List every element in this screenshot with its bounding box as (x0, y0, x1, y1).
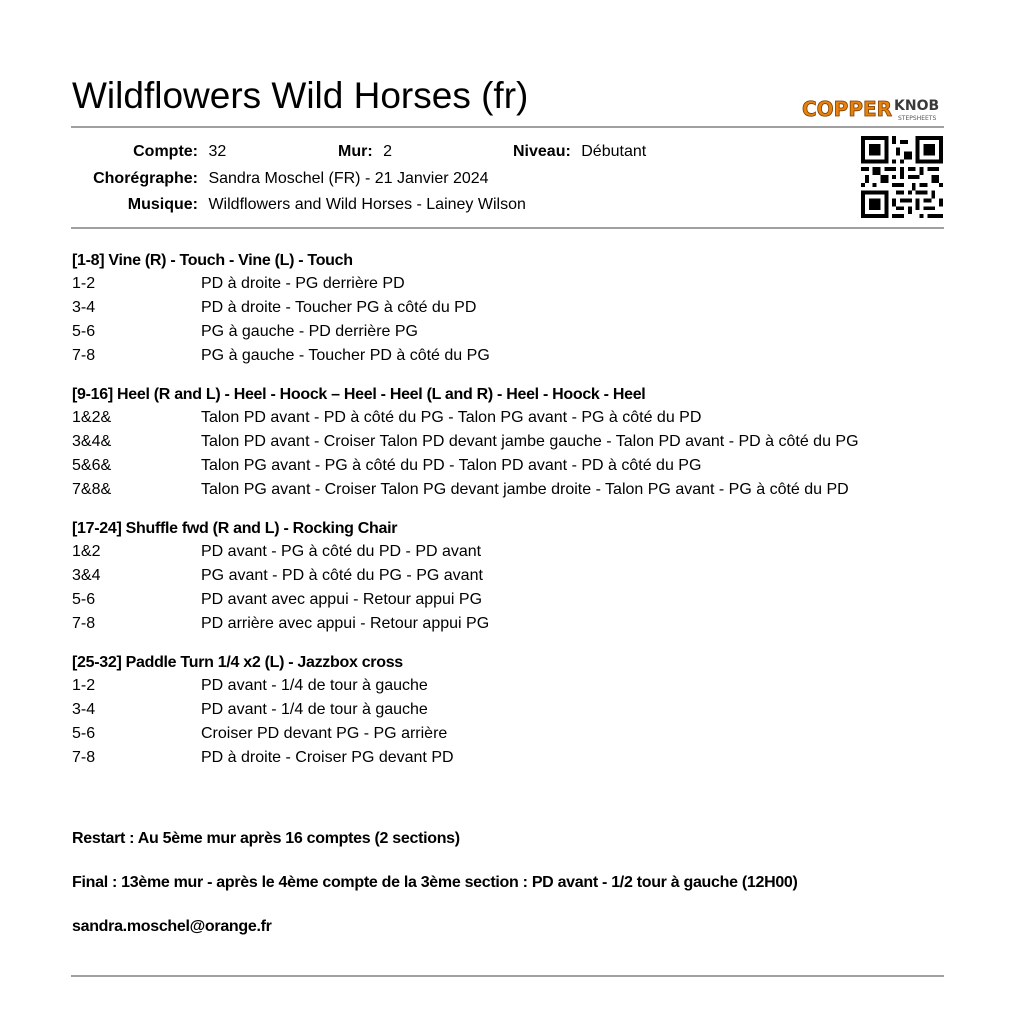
choregraphe-label: Chorégraphe: (93, 170, 198, 187)
step-count: 5-6 (72, 323, 96, 340)
choregraphe-value: Sandra Moschel (FR) - 21 Janvier 2024 (208, 170, 489, 187)
step-row (72, 320, 944, 344)
step-desc: PD avant avec appui - Retour appui PG (201, 591, 483, 608)
step-count: 5-6 (72, 725, 96, 742)
step-row (72, 674, 944, 698)
step-desc: PD à droite - Toucher PG à côté du PD (201, 299, 477, 316)
section-2 (72, 384, 944, 502)
step-count: 1&2& (72, 409, 112, 426)
section-4 (72, 652, 944, 770)
step-desc: Talon PG avant - Croiser Talon PG devant jambe droite - Talon PG avant - PG à côté du PD (201, 481, 849, 498)
step-row (72, 612, 944, 636)
step-desc: PD à droite - Croiser PG devant PD (201, 749, 454, 766)
compte-value: 32 (208, 143, 227, 160)
restart-note: Restart : Au 5ème mur après 16 comptes (2 sections) (72, 830, 460, 847)
footer-rule (71, 975, 944, 977)
qr-code-icon (860, 136, 944, 218)
page-title: Wildflowers Wild Horses (fr) (72, 75, 529, 116)
meta-musique (72, 195, 526, 215)
niveau-value: Débutant (581, 143, 647, 160)
step-row (72, 722, 944, 746)
step-count: 1-2 (72, 677, 96, 694)
step-count: 3-4 (72, 299, 96, 316)
step-desc: PD avant - PG à côté du PD - PD avant (201, 543, 482, 560)
mur-label: Mur: (338, 143, 373, 160)
step-desc: PD arrière avec appui - Retour appui PG (201, 615, 490, 632)
step-row (72, 296, 944, 320)
step-count: 7-8 (72, 347, 96, 364)
step-count: 5-6 (72, 591, 96, 608)
step-desc: Talon PD avant - PD à côté du PG - Talon PG avant - PG à côté du PD (201, 409, 702, 426)
step-desc: PD avant - 1/4 de tour à gauche (201, 677, 428, 694)
step-count: 3&4& (72, 433, 112, 450)
step-desc: PG avant - PD à côté du PG - PG avant (201, 567, 483, 584)
logo-copper-text: COPPER (802, 97, 893, 121)
step-count: 7-8 (72, 615, 96, 632)
step-row (72, 272, 944, 296)
step-row (72, 344, 944, 368)
section-heading: [9-16] Heel (R and L) - Heel - Hoock – Heel - Heel (L and R) - Heel - Hoock - Heel (72, 386, 646, 403)
section-1 (72, 250, 944, 368)
step-row (72, 478, 944, 502)
step-row (72, 746, 944, 770)
step-desc: PD avant - 1/4 de tour à gauche (201, 701, 428, 718)
step-sections (72, 250, 944, 786)
copperknob-logo (802, 94, 944, 124)
musique-label: Musique: (127, 196, 198, 213)
step-row (72, 540, 944, 564)
step-count: 7-8 (72, 749, 96, 766)
step-row (72, 588, 944, 612)
niveau-label: Niveau: (513, 143, 571, 160)
final-note: Final : 13ème mur - après le 4ème compte de la 3ème section : PD avant - 1/2 tour à gauche (12H00) (72, 874, 798, 891)
step-desc: Croiser PD devant PG - PG arrière (201, 725, 448, 742)
step-desc: Talon PG avant - PG à côté du PD - Talon PD avant - PD à côté du PG (201, 457, 702, 474)
section-heading: [25-32] Paddle Turn 1/4 x2 (L) - Jazzbox cross (72, 654, 403, 671)
step-desc: PG à gauche - Toucher PD à côté du PG (201, 347, 490, 364)
step-count: 3-4 (72, 701, 96, 718)
meta-niveau (513, 142, 646, 162)
logo-knob-text: KNOB (894, 98, 940, 114)
step-count: 1-2 (72, 275, 96, 292)
step-row (72, 454, 944, 478)
meta-rule (71, 227, 944, 229)
step-count: 3&4 (72, 567, 101, 584)
email-link[interactable]: sandra.moschel@orange.fr (72, 918, 272, 935)
section-heading: [17-24] Shuffle fwd (R and L) - Rocking Chair (72, 520, 398, 537)
meta-mur (338, 142, 392, 162)
logo-stepsheets-text: STEPSHEETS (898, 115, 937, 122)
meta-choregraphe (72, 169, 489, 189)
compte-label: Compte: (133, 143, 198, 160)
section-3 (72, 518, 944, 636)
step-count: 5&6& (72, 457, 112, 474)
mur-value: 2 (383, 143, 393, 160)
step-row (72, 698, 944, 722)
musique-value: Wildflowers and Wild Horses - Lainey Wilson (208, 196, 526, 213)
step-row (72, 564, 944, 588)
step-count: 7&8& (72, 481, 112, 498)
step-count: 1&2 (72, 543, 101, 560)
section-heading: [1-8] Vine (R) - Touch - Vine (L) - Touch (72, 252, 353, 269)
step-row (72, 430, 944, 454)
step-desc: PD à droite - PG derrière PD (201, 275, 405, 292)
meta-compte (72, 142, 226, 162)
header-rule (71, 126, 944, 128)
step-desc: PG à gauche - PD derrière PG (201, 323, 418, 340)
step-desc: Talon PD avant - Croiser Talon PD devant jambe gauche - Talon PD avant - PD à côté du PG (201, 433, 859, 450)
step-row (72, 406, 944, 430)
